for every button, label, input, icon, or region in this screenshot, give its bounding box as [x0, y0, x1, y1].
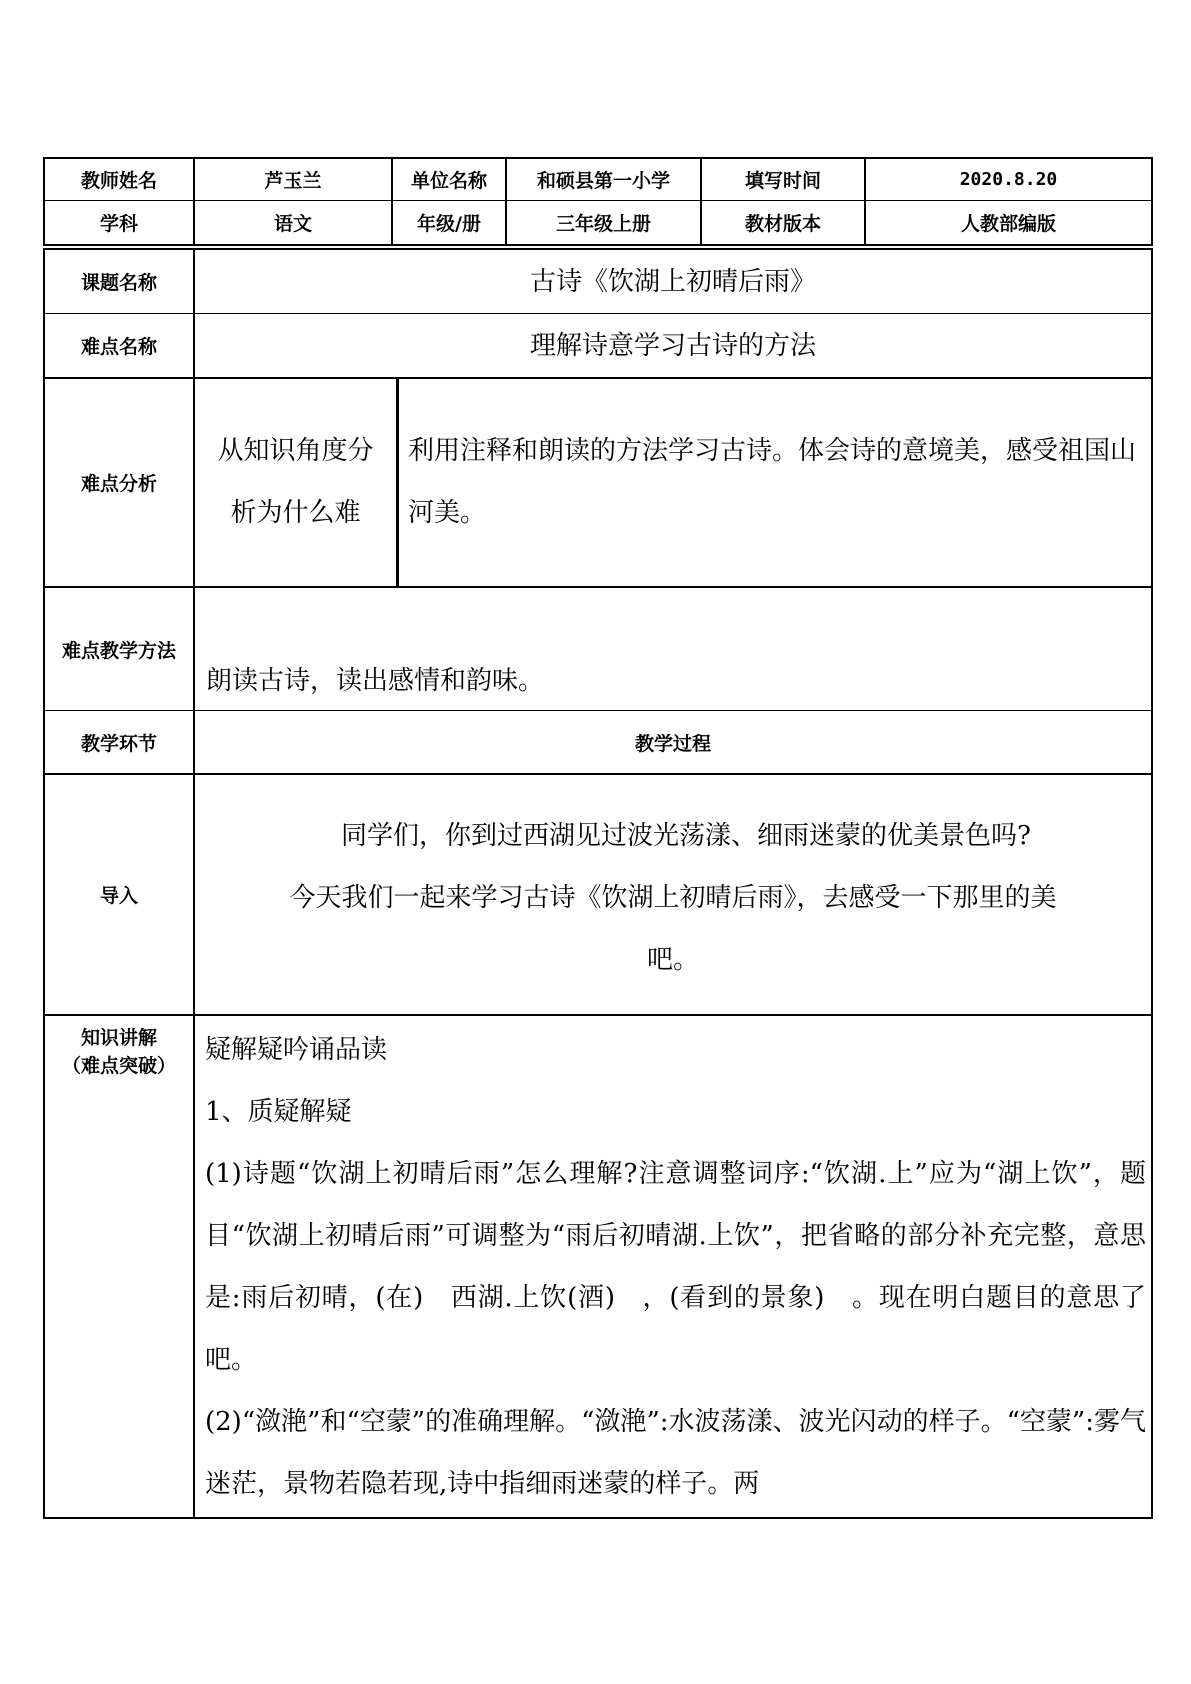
- analysis-label: 难点分析: [80, 473, 157, 495]
- knowledge-label-line-1: 知识讲解: [80, 1027, 157, 1049]
- process-header-value: 教学过程: [634, 732, 711, 755]
- method-value: 朗读古诗，读出感情和韵味。: [206, 666, 545, 696]
- teacher-name-label: 教师姓名: [80, 170, 157, 192]
- analysis-sub-label: [195, 420, 396, 544]
- intro-label: 导入: [99, 885, 138, 907]
- analysis-sub-label-line-2: 析为什么难: [230, 498, 361, 528]
- subject-label: 学科: [99, 213, 138, 235]
- knowledge-text: [205, 1019, 1146, 1514]
- fill-date-value: 2020.8.20: [959, 169, 1058, 190]
- grade-label: 年级/册: [417, 213, 481, 235]
- intro-line-2: 今天我们一起来学习古诗《饮湖上初晴后雨》，去感受一下那里的美: [289, 883, 1057, 913]
- analysis-text: [408, 420, 1146, 550]
- knowledge-paragraph-4: (2)“潋滟”和“空蒙”的准确理解。“潋滟”:水波荡漾、波光闪动的样子。“空蒙”:雾气迷茫，景物若隐若现,诗中指细雨迷蒙的样子。两: [205, 1407, 1146, 1499]
- knowledge-paragraph-3: (1)诗题“饮湖上初晴后雨”怎么理解?注意调整词序:“饮湖.上”应为“湖上饮”，题目“饮湖上初晴后雨”可调整为“雨后初晴湖.上饮”，把省略的部分补充完整，意思是:雨后初晴，(在) 西湖.上饮(酒) ，(看到的景象) 。现在明白题目的意思了吧。: [205, 1159, 1146, 1375]
- topic-value: 古诗《饮湖上初晴后雨》: [529, 266, 816, 297]
- fill-date-label: 填写时间: [744, 170, 821, 192]
- analysis-text-paragraph: 利用注释和朗读的方法学习古诗。体会诗的意境美，感受祖国山河美。: [408, 436, 1137, 528]
- subject-value: 语文: [273, 213, 312, 235]
- teacher-name-value: 芦玉兰: [264, 170, 322, 192]
- unit-name-label: 单位名称: [410, 170, 487, 192]
- intro-line-3: 吧。: [646, 945, 699, 975]
- topic-label: 课题名称: [80, 272, 157, 294]
- edition-value: 人教部编版: [960, 213, 1056, 235]
- unit-name-value: 和硕县第一小学: [536, 170, 670, 192]
- method-label: 难点教学方法: [61, 639, 176, 662]
- difficulty-value: 理解诗意学习古诗的方法: [529, 330, 816, 361]
- knowledge-paragraph-1: 疑解疑吟诵品读: [205, 1035, 388, 1065]
- analysis-sub-label-line-1: 从知识角度分: [217, 436, 374, 466]
- knowledge-label: [45, 1022, 193, 1082]
- edition-label: 教材版本: [744, 213, 821, 235]
- knowledge-label-line-2: （难点突破）: [61, 1055, 176, 1077]
- process-step-label: 教学环节: [80, 732, 157, 755]
- grade-value: 三年级上册: [555, 213, 651, 235]
- knowledge-paragraph-2: 1、质疑解疑: [205, 1097, 352, 1127]
- difficulty-label: 难点名称: [80, 336, 157, 358]
- intro-line-1: 同学们，你到过西湖见过波光荡漾、细雨迷蒙的优美景色吗?: [341, 821, 1031, 851]
- intro-text: [200, 805, 1146, 997]
